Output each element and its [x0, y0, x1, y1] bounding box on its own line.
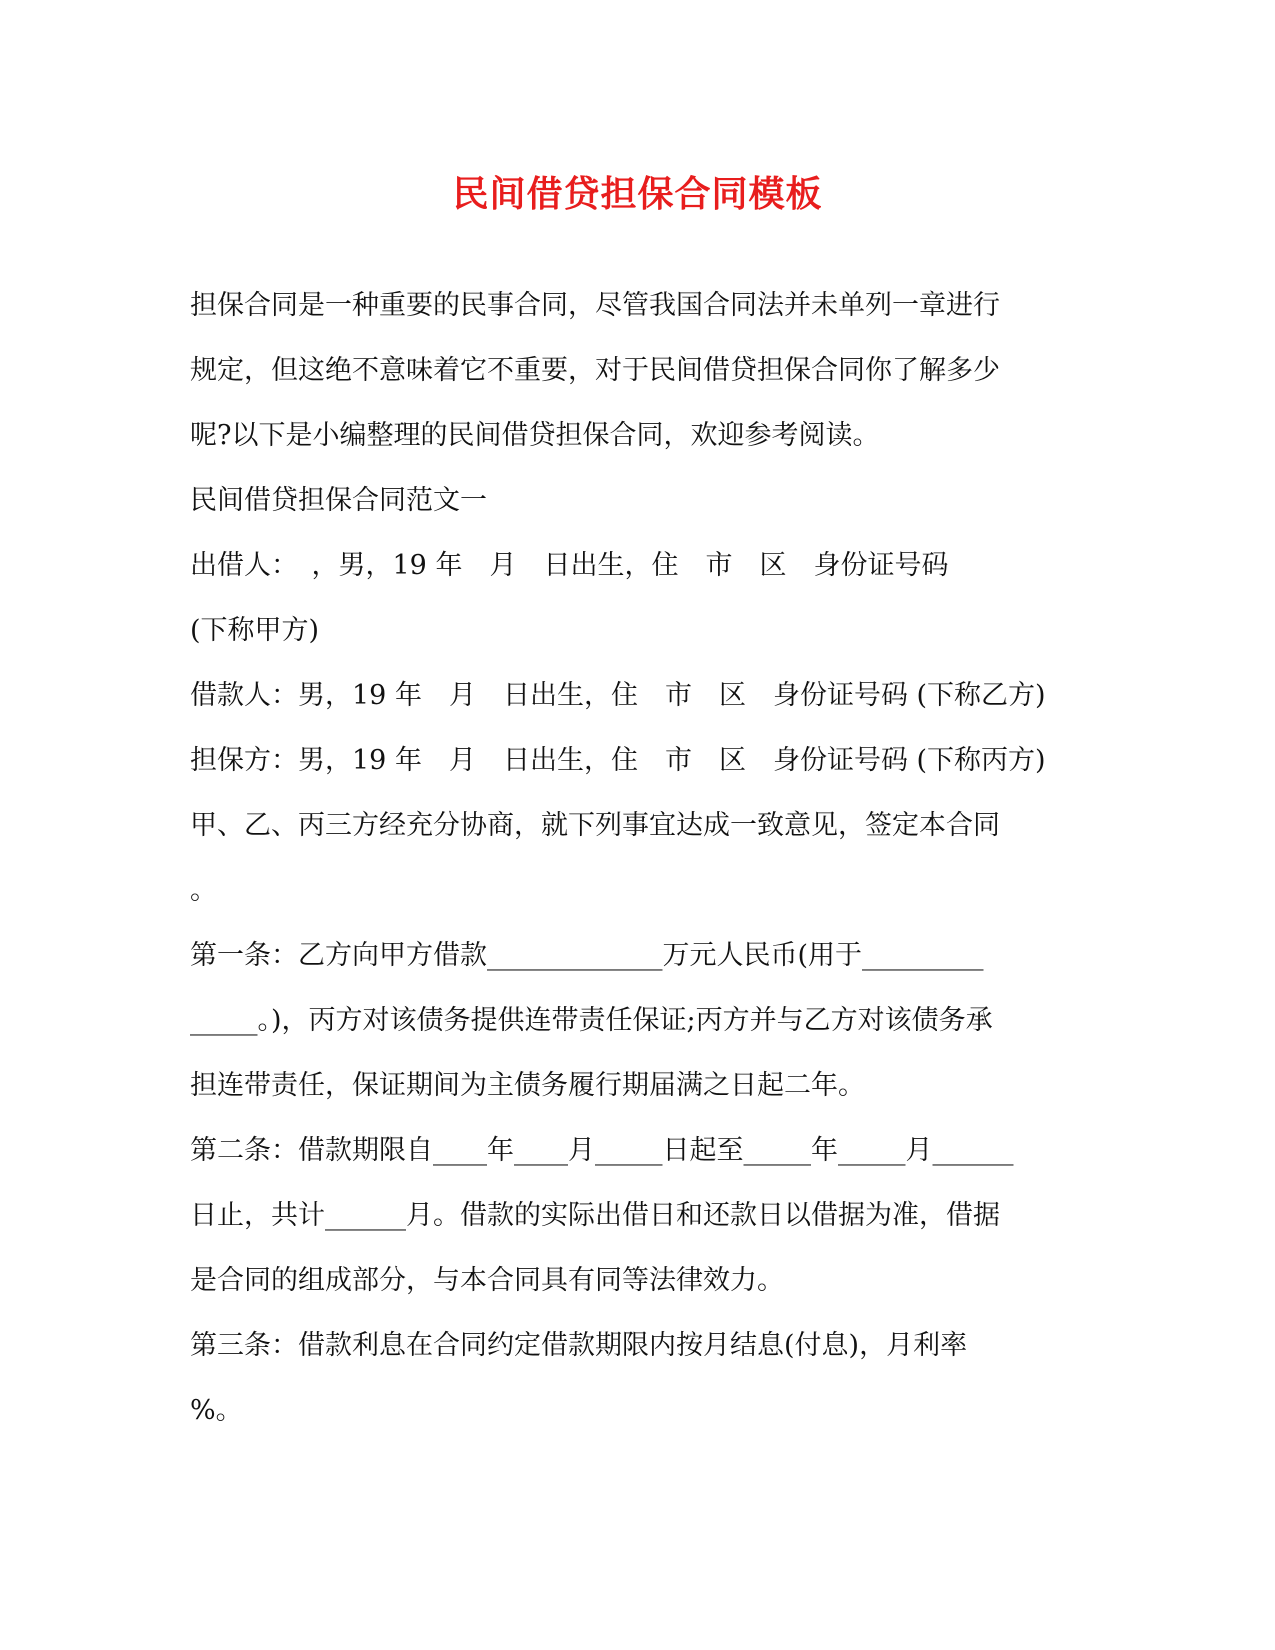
paragraph-line: 担保合同是一种重要的民事合同，尽管我国合同法并未单列一章进行 — [190, 290, 1000, 321]
borrower-line: 借款人：男，19 年 月 日出生，住 市 区 身份证号码 (下称乙方) — [190, 680, 1046, 711]
article-2-line: 第二条：借款期限自____年____月_____日起至_____年_____月______ — [190, 1135, 1014, 1166]
article-3-line: 第三条：借款利息在合同约定借款期限内按月结息(付息)，月利率 — [190, 1330, 968, 1361]
article-2-line: 是合同的组成部分，与本合同具有同等法律效力。 — [190, 1265, 784, 1296]
article-3-line: %。 — [190, 1395, 243, 1426]
paragraph-line: 。 — [190, 875, 217, 906]
paragraph-line: 呢?以下是小编整理的民间借贷担保合同，欢迎参考阅读。 — [190, 420, 880, 451]
article-1-line: _____。)，丙方对该债务提供连带责任保证;丙方并与乙方对该债务承 — [190, 1005, 993, 1036]
document-body — [190, 290, 1090, 1460]
paragraph-line: 甲、乙、丙三方经充分协商，就下列事宜达成一致意见，签定本合同 — [190, 810, 1000, 841]
lender-party-label: (下称甲方) — [190, 615, 320, 646]
section-heading: 民间借贷担保合同范文一 — [190, 485, 487, 516]
article-1-line: 第一条：乙方向甲方借款_____________万元人民币(用于_________ — [190, 940, 984, 971]
article-2-line: 日止，共计______月。借款的实际出借日和还款日以借据为准，借据 — [190, 1200, 1000, 1231]
paragraph-line: 规定，但这绝不意味着它不重要，对于民间借贷担保合同你了解多少 — [190, 355, 1000, 386]
document-title: 民间借贷担保合同模板 — [452, 173, 823, 215]
guarantor-line: 担保方：男，19 年 月 日出生，住 市 区 身份证号码 (下称丙方) — [190, 745, 1046, 776]
lender-line: 出借人： ，男，19 年 月 日出生，住 市 区 身份证号码 — [190, 550, 949, 581]
article-1-line: 担连带责任，保证期间为主债务履行期届满之日起二年。 — [190, 1070, 865, 1101]
